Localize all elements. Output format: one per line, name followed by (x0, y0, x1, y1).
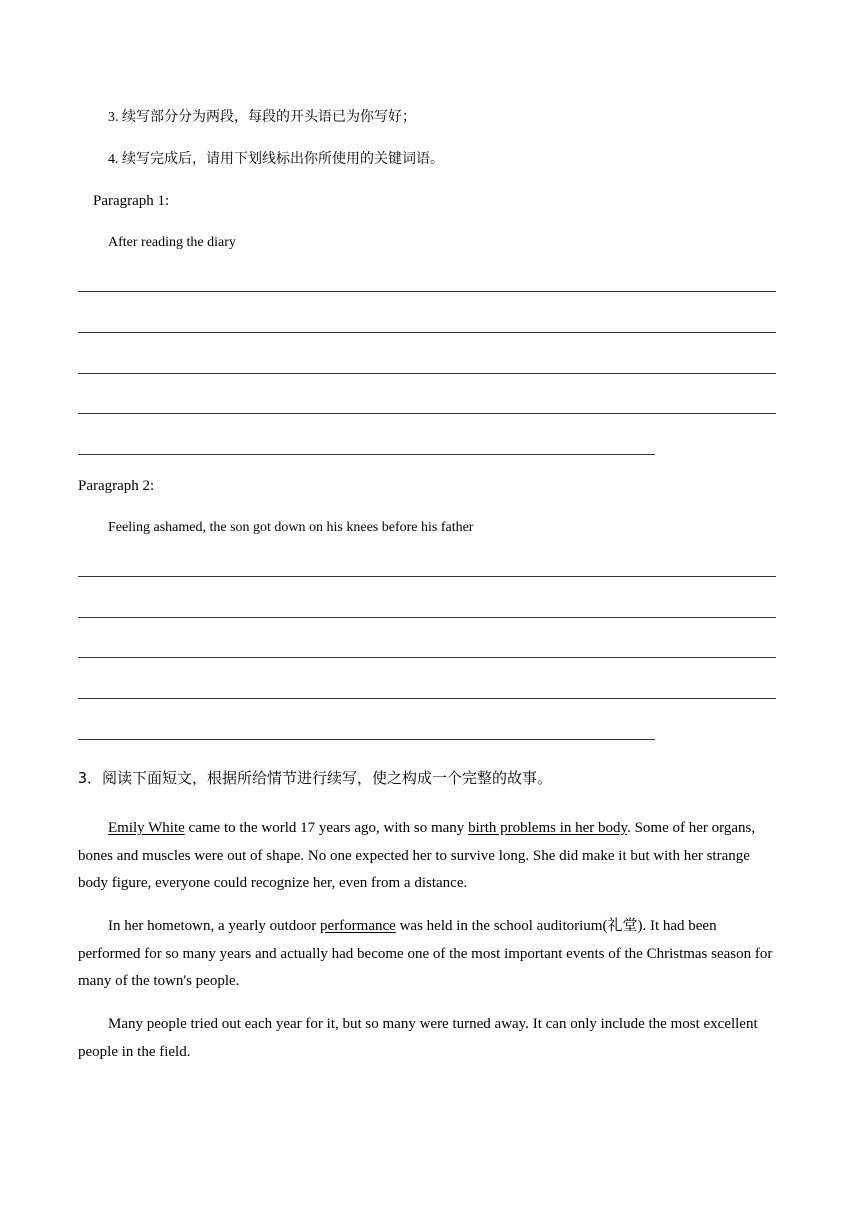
writing-line (78, 617, 776, 618)
writing-line (78, 739, 655, 740)
instruction-item-4: 4. 续写完成后，请用下划线标出你所使用的关键词语。 (108, 152, 444, 167)
writing-line (78, 698, 776, 699)
underlined-keyword: birth problems in her body (468, 820, 628, 836)
paragraph-1-opening: After reading the diary (108, 235, 236, 250)
writing-line (78, 332, 776, 333)
instruction-item-3: 3. 续写部分分为两段，每段的开头语已为你写好； (108, 110, 416, 125)
writing-line (78, 454, 655, 455)
question-number: 3． (78, 769, 103, 787)
paragraph-2-opening: Feeling ashamed, the son got down on his knees before his father (108, 520, 474, 535)
writing-line (78, 373, 776, 374)
passage-paragraph-2: In her hometown, a yearly outdoor performance was held in the school auditorium(礼堂). It had been performed for so many years and actually had become one of the most important events of the Christmas season for many of the town's people. (78, 918, 773, 989)
writing-line (78, 657, 776, 658)
writing-line (78, 413, 776, 414)
writing-line (78, 576, 776, 577)
paragraph-2-label: Paragraph 2: (78, 478, 155, 494)
passage-paragraph-3: Many people tried out each year for it, but so many were turned away. It can only include the most excellent people in the field. (78, 1016, 758, 1060)
underlined-keyword: performance (320, 918, 396, 934)
question-3-heading (78, 767, 552, 788)
underlined-keyword: Emily White (108, 820, 185, 836)
writing-line (78, 291, 776, 292)
passage-paragraph-1: Emily White came to the world 17 years ago, with so many birth problems in her body. Some of her organs, bones and muscles were out of shape. No one expected her to survive long. She did make it but with her strange body figure, everyone could recognize her, even from a distance. (78, 820, 756, 891)
paragraph-1-label: Paragraph 1: (93, 193, 170, 209)
question-prompt: 阅读下面短文，根据所给情节进行续写，使之构成一个完整的故事。 (102, 771, 553, 787)
